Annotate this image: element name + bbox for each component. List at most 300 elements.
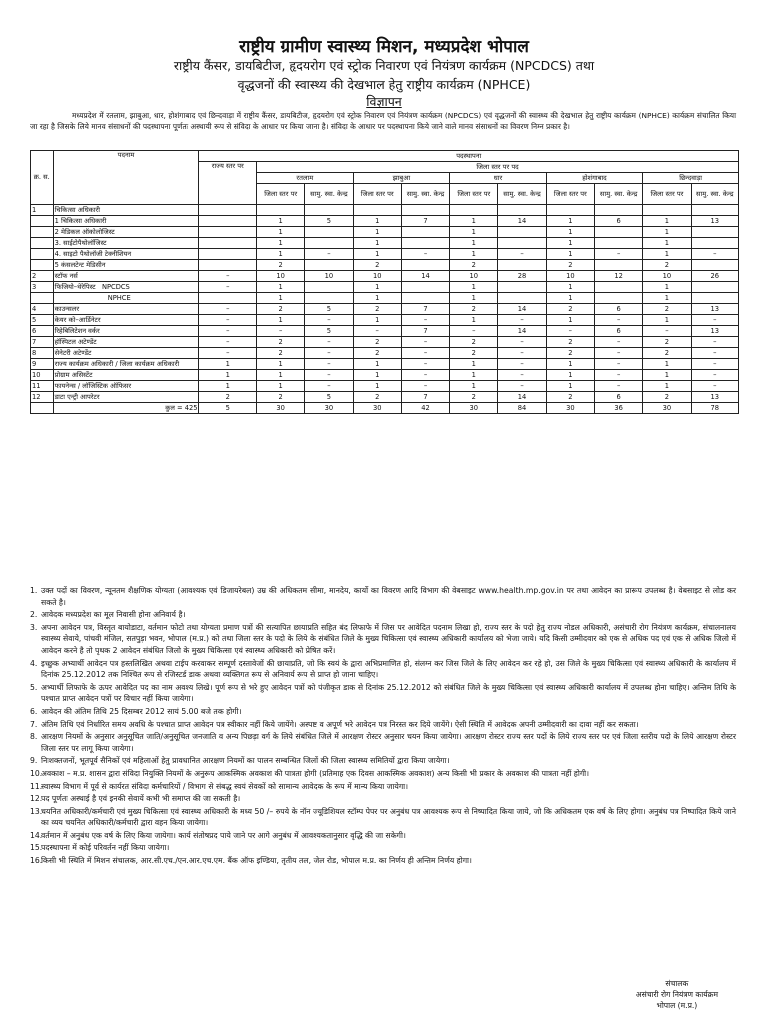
row-count-cell — [594, 227, 642, 238]
term-item — [30, 706, 736, 718]
row-count-cell: 1 — [643, 315, 691, 326]
row-count-cell: – — [594, 249, 642, 260]
table-row — [31, 370, 739, 381]
row-count-cell: 2 — [546, 392, 594, 403]
row-count-cell: 1 — [546, 249, 594, 260]
row-post-name: प्रोग्राम असिस्टेंट — [53, 370, 199, 381]
row-count-cell: 1 — [257, 238, 305, 249]
row-count-cell — [401, 293, 449, 304]
post-header: पदनाम — [53, 151, 199, 205]
row-serial — [31, 293, 54, 304]
row-count-cell — [498, 205, 546, 216]
row-serial — [31, 216, 54, 227]
row-count-cell: 1 — [257, 370, 305, 381]
table-row — [31, 205, 739, 216]
row-count-cell: – — [401, 337, 449, 348]
row-count-cell — [594, 205, 642, 216]
row-count-cell: – — [691, 337, 738, 348]
chc-subheader: सामु. स्वा. केन्द्र — [305, 184, 353, 205]
terms-list — [30, 585, 736, 868]
row-count-cell — [401, 260, 449, 271]
row-count-cell: – — [643, 326, 691, 337]
row-count-cell: 13 — [691, 326, 738, 337]
row-count-cell — [498, 238, 546, 249]
row-count-cell: 2 — [546, 304, 594, 315]
row-count-cell: – — [199, 282, 257, 293]
row-count-cell — [305, 238, 353, 249]
row-count-cell — [305, 227, 353, 238]
row-count-cell: 2 — [257, 337, 305, 348]
term-number: 12. — [30, 794, 43, 804]
row-serial — [31, 249, 54, 260]
row-count-cell: – — [546, 326, 594, 337]
row-count-cell: 7 — [401, 304, 449, 315]
row-count-cell: 1 — [546, 216, 594, 227]
row-count-cell: 1 — [643, 249, 691, 260]
row-count-cell: 10 — [546, 271, 594, 282]
chc-subheader: सामु. स्वा. केन्द्र — [594, 184, 642, 205]
row-count-cell: 6 — [594, 216, 642, 227]
row-count-cell: – — [498, 370, 546, 381]
row-count-cell: 1 — [546, 282, 594, 293]
term-item — [30, 609, 736, 621]
row-count-cell: 2 — [353, 260, 401, 271]
table-row — [31, 348, 739, 359]
term-number: 15. — [30, 843, 43, 853]
total-serial-empty — [31, 403, 54, 414]
row-count-cell — [498, 227, 546, 238]
row-count-cell — [199, 238, 257, 249]
row-count-cell: 2 — [257, 348, 305, 359]
row-count-cell: 1 — [546, 293, 594, 304]
term-item — [30, 768, 736, 780]
row-post-name: काउन्सलर — [53, 304, 199, 315]
term-text: आवेदक मध्यप्रदेश का मूल निवासी होना अनिवार्य है। — [41, 610, 186, 620]
row-count-cell: 10 — [450, 271, 498, 282]
row-post-name: केयर को–आर्डिनेटर — [53, 315, 199, 326]
district-header: धार — [450, 173, 547, 184]
row-count-cell: 1 — [450, 315, 498, 326]
term-text: पद पूर्णतः अस्थाई है एवं इनकी सेवायें कभी भी समाप्त की जा सकती है। — [41, 794, 241, 804]
row-count-cell: – — [199, 315, 257, 326]
row-count-cell: – — [594, 370, 642, 381]
term-text: आवेदन की अंतिम तिथि 25 दिसम्बर 2012 सायं 5.00 बजे तक होगी। — [41, 706, 242, 716]
row-count-cell — [199, 293, 257, 304]
total-cell: 5 — [199, 403, 257, 414]
posting-header: पदस्थापना — [199, 151, 739, 162]
term-number: 14. — [30, 830, 43, 840]
row-count-cell: 1 — [353, 370, 401, 381]
row-count-cell: – — [691, 381, 738, 392]
term-number: 5. — [30, 682, 38, 692]
table-row — [31, 227, 739, 238]
row-count-cell — [691, 260, 738, 271]
row-count-cell — [691, 282, 738, 293]
row-count-cell: 1 — [450, 370, 498, 381]
chc-subheader: सामु. स्वा. केन्द्र — [691, 184, 738, 205]
row-count-cell: 1 — [450, 282, 498, 293]
row-count-cell: 2 — [450, 392, 498, 403]
notice-label: विज्ञापन — [366, 94, 402, 109]
term-item — [30, 658, 736, 681]
term-text: स्वास्थ्य विभाग में पूर्व से कार्यरत संविदा कर्मचारियों / विभाग से संबद्ध स्वयं सेवकों को सामान्य आवेदक के रूप में मान्य किया जायेगा। — [41, 781, 409, 791]
row-count-cell — [691, 227, 738, 238]
row-count-cell — [199, 260, 257, 271]
row-count-cell — [594, 238, 642, 249]
row-count-cell: 1 — [257, 293, 305, 304]
row-count-cell: 5 — [305, 326, 353, 337]
signatory-title: संचालक — [665, 979, 689, 988]
row-count-cell: 2 — [643, 304, 691, 315]
row-count-cell: 6 — [594, 392, 642, 403]
row-count-cell: – — [401, 315, 449, 326]
intro-paragraph: मध्यप्रदेश में रतलाम, झाबुआ, धार, होशंगाबाद एवं छिन्दवाड़ा में राष्ट्रीय कैंसर, डायबिटीज, हृदयरोग एवं स्ट्रोक निवारण एवं नियंत्रण कार्यक्रम (NPCDCS) एवं वृद्धजनों की स्वास्थ्य की देखभाल हेतु राष्ट्रीय कार्यक्रम (NPHCE) कार्यक्रम संचालित किया जा रहा है जिसके लिये मानव संसाधनों की पदस्थापना पूर्णतः अस्थायी रूप से संविदा के आधार पर किया जाना है। संविदा के आधार पर पदस्थापना किये जाने वाले मानव संसाधनों का विवरण निम्न प्रकार है। — [30, 111, 736, 131]
district-level-subheader: जिला स्तर पर — [546, 184, 594, 205]
row-count-cell: – — [401, 359, 449, 370]
row-count-cell — [691, 238, 738, 249]
row-count-cell: – — [305, 381, 353, 392]
term-number: 7. — [30, 719, 38, 729]
row-count-cell: 1 — [643, 381, 691, 392]
row-count-cell: 10 — [643, 271, 691, 282]
row-count-cell: 1 — [643, 216, 691, 227]
row-serial: 12 — [31, 392, 54, 403]
row-count-cell: 14 — [498, 304, 546, 315]
row-count-cell — [498, 282, 546, 293]
row-serial — [31, 260, 54, 271]
row-count-cell: 7 — [401, 216, 449, 227]
row-post-name: 1 चिकित्सा अधिकारी — [53, 216, 199, 227]
row-count-cell — [199, 216, 257, 227]
row-count-cell: 1 — [450, 216, 498, 227]
row-count-cell: 2 — [353, 337, 401, 348]
term-item — [30, 830, 736, 842]
chc-subheader: सामु. स्वा. केन्द्र — [498, 184, 546, 205]
row-count-cell: – — [691, 249, 738, 260]
row-count-cell — [199, 249, 257, 260]
row-serial: 3 — [31, 282, 54, 293]
row-serial: 2 — [31, 271, 54, 282]
row-count-cell: 5 — [305, 392, 353, 403]
term-text: इच्छुक अभ्यार्थी आवेदन पत्र हस्तलिखित अथवा टाईप करवाकर सम्पूर्ण दस्तावेजों की छायाप्रति, जो कि स्वयं के द्वारा अभिप्रमाणित हो, संलग्न कर जिस जिले के लिए आवेदन कर रहे हो, उस जिले के मुख्य चिकित्सा एवं स्वास्थ्य अधिकारी के कार्यालय में दिनांक 25.12.2012 तक निश्चित रूप से रजिस्टर्ड डाक अथवा व्यक्तिगत रूप से अनिवार्य रूप से प्राप्त हो जाना चाहिए। — [41, 658, 736, 680]
row-count-cell: 6 — [594, 304, 642, 315]
signature-block — [636, 978, 718, 1011]
row-count-cell: 13 — [691, 392, 738, 403]
row-post-name: स्टॉफ नर्स — [53, 271, 199, 282]
row-count-cell: 1 — [450, 359, 498, 370]
row-count-cell — [594, 293, 642, 304]
row-count-cell: 14 — [498, 216, 546, 227]
row-serial: 6 — [31, 326, 54, 337]
row-count-cell — [257, 205, 305, 216]
signatory-office: असंचारी रोग नियंत्रण कार्यक्रम — [635, 990, 718, 999]
state-level-header: राज्य स्तर पर — [199, 162, 257, 205]
row-count-cell: 1 — [643, 238, 691, 249]
row-count-cell: – — [305, 359, 353, 370]
row-count-cell: 1 — [546, 381, 594, 392]
row-count-cell: 1 — [353, 381, 401, 392]
term-text: अभ्यार्थी लिफाफे के ऊपर आवेदित पद का नाम अवश्य लिखे। पूर्ण रूप से भरे हुए आवेदन पत्रों को पंजीकृत डाक से दिनांक 25.12.2012 को संबंधित जिले के मुख्य चिकित्सा एवं स्वास्थ्य अधिकारी कार्यालय में उपलब्ध होना चाहिए। अन्तिम तिथि के पश्चात प्राप्त आवेदन पत्रों पर विचार नहीं किया जायेगा। — [41, 682, 736, 704]
row-count-cell: – — [594, 315, 642, 326]
term-item — [30, 755, 736, 767]
term-number: 8. — [30, 732, 38, 742]
row-count-cell: 1 — [546, 359, 594, 370]
row-count-cell: 1 — [353, 359, 401, 370]
term-number: 16. — [30, 856, 43, 866]
row-count-cell: 1 — [643, 282, 691, 293]
row-count-cell — [305, 293, 353, 304]
row-count-cell — [691, 205, 738, 216]
row-count-cell: 1 — [353, 293, 401, 304]
chc-subheader: सामु. स्वा. केन्द्र — [401, 184, 449, 205]
total-cell: 30 — [546, 403, 594, 414]
row-count-cell: 1 — [257, 227, 305, 238]
row-count-cell: 1 — [257, 249, 305, 260]
row-count-cell — [450, 205, 498, 216]
term-number: 2. — [30, 610, 38, 620]
district-header: रतलाम — [257, 173, 354, 184]
row-count-cell: 1 — [450, 227, 498, 238]
row-count-cell: 10 — [353, 271, 401, 282]
row-count-cell: 2 — [643, 260, 691, 271]
row-count-cell: 1 — [450, 293, 498, 304]
row-count-cell: – — [305, 337, 353, 348]
row-count-cell: 1 — [353, 216, 401, 227]
term-item — [30, 622, 736, 657]
row-count-cell: 1 — [546, 315, 594, 326]
row-count-cell: – — [401, 249, 449, 260]
row-count-cell: 14 — [498, 326, 546, 337]
district-level-subheader: जिला स्तर पर — [450, 184, 498, 205]
signatory-location: भोपाल (म.प्र.) — [656, 1001, 698, 1010]
row-serial: 4 — [31, 304, 54, 315]
term-text: निःशक्तजनों, भूतपूर्व सैनिकों एवं महिलाओं हेतु प्रावधानित आरक्षण नियमों का पालन सम्बन्धित जिलों की जिला स्वास्थ्य समितियों द्वारा किया जायेगा। — [41, 756, 450, 766]
table-row — [31, 381, 739, 392]
row-count-cell: – — [691, 315, 738, 326]
row-serial: 10 — [31, 370, 54, 381]
term-item — [30, 731, 736, 754]
row-count-cell: – — [594, 359, 642, 370]
row-count-cell: 2 — [257, 260, 305, 271]
term-text: अंतिम तिथि एवं निर्धारित समय अवधि के पश्चात प्राप्त आवेदन पत्र स्वीकार नहीं किये जायेंगे। अस्पष्ट व अपूर्ण भरे आवेदन पत्र निरस्त कर दिये जायेंगे। ऐसी स्थिति में आवेदक अपनी उम्मीदवारी का दावा नहीं कर सकता। — [41, 719, 639, 729]
term-item — [30, 719, 736, 731]
row-count-cell: – — [594, 348, 642, 359]
row-count-cell: 1 — [353, 282, 401, 293]
row-count-cell: – — [401, 348, 449, 359]
total-cell: 30 — [257, 403, 305, 414]
total-label: कुल = 425 — [53, 403, 199, 414]
table-row — [31, 271, 739, 282]
row-count-cell — [305, 260, 353, 271]
row-count-cell: 13 — [691, 216, 738, 227]
row-count-cell: 2 — [450, 348, 498, 359]
term-text: आरक्षण नियमों के अनुसार अनुसूचित जाति/अनुसूचित जनजाति व अन्य पिछड़ा वर्ग के लिये संबंधित जिले में आरक्षण रोस्टर अनुसार चयन किया जायेगा। आरक्षण रोस्टर राज्य स्तर पदों के लिये राज्य स्तर पर एवं जिला स्तरीय पदो के लिये आरक्षण रोस्टर जिला स्तर पर लागू किया जायेगा। — [41, 732, 736, 753]
table-row — [31, 392, 739, 403]
row-count-cell: – — [594, 337, 642, 348]
row-count-cell: 1 — [643, 293, 691, 304]
row-count-cell: – — [257, 326, 305, 337]
row-count-cell: 6 — [594, 326, 642, 337]
total-cell: 84 — [498, 403, 546, 414]
term-number: 6. — [30, 706, 38, 716]
row-count-cell: – — [498, 381, 546, 392]
row-count-cell: 7 — [401, 392, 449, 403]
row-post-name: चिकित्सा अधिकारी — [53, 205, 199, 216]
term-number: 10. — [30, 768, 43, 778]
table-row — [31, 337, 739, 348]
row-count-cell: 26 — [691, 271, 738, 282]
district-header: होशंगाबाद — [546, 173, 643, 184]
serial-header: क्र. स. — [31, 151, 54, 205]
row-count-cell: 2 — [546, 260, 594, 271]
row-post-name: डाटा एन्ट्री आपरेटर — [53, 392, 199, 403]
row-post-name: NPHCE — [53, 293, 199, 304]
row-count-cell: 12 — [594, 271, 642, 282]
row-count-cell: 1 — [643, 370, 691, 381]
row-count-cell: 2 — [643, 392, 691, 403]
district-level-subheader: जिला स्तर पर — [353, 184, 401, 205]
row-count-cell: 28 — [498, 271, 546, 282]
row-serial: 5 — [31, 315, 54, 326]
row-count-cell: 1 — [257, 216, 305, 227]
row-count-cell: 1 — [450, 238, 498, 249]
term-item — [30, 682, 736, 705]
term-text: अवकाश – म.प्र. शासन द्वारा संविदा नियुक्ति नियमों के अनुरूप आकस्मिक अवकाश की पात्रता होगी (प्रतिमाह एक दिवस आकस्मिक अवकाश) अन्य किसी भी प्रकार के अवकाश की पात्रता नहीं होगी। — [41, 768, 590, 778]
row-count-cell — [594, 282, 642, 293]
program-subtitle-line1: राष्ट्रीय कैंसर, डायबिटीज, हृदयरोग एवं स्ट्रोक निवारण एवं नियंत्रण कार्यक्रम (NPCDCS) तथा — [173, 58, 595, 73]
row-count-cell: 1 — [546, 227, 594, 238]
row-count-cell: 5 — [305, 304, 353, 315]
row-serial: 1 — [31, 205, 54, 216]
term-item — [30, 793, 736, 805]
row-count-cell: 1 — [257, 359, 305, 370]
total-cell: 30 — [305, 403, 353, 414]
row-serial: 9 — [31, 359, 54, 370]
row-post-name: फायनेन्स / लॉजिस्टिक ऑफिसर — [53, 381, 199, 392]
row-post-name: फिजियो–थेरेपिस्ट NPCDCS — [53, 282, 199, 293]
term-item — [30, 806, 736, 829]
row-count-cell: – — [594, 381, 642, 392]
term-text: किसी भी स्थिति में मिशन संचालक, आर.सी.एच./एन.आर.एच.एम. बैंक ऑफ इण्डिया, तृतीय तल, जेल रोड, भोपाल म.प्र. का निर्णय ही अन्तिम निर्णय होगा। — [41, 856, 472, 866]
row-count-cell — [199, 227, 257, 238]
row-count-cell: – — [305, 348, 353, 359]
row-count-cell: 1 — [353, 238, 401, 249]
term-number: 1. — [30, 586, 38, 595]
row-count-cell: – — [691, 348, 738, 359]
total-row — [31, 403, 739, 414]
district-header: झाबुआ — [353, 173, 450, 184]
row-count-cell: – — [199, 348, 257, 359]
row-count-cell — [199, 205, 257, 216]
row-count-cell: 1 — [199, 370, 257, 381]
total-cell: 78 — [691, 403, 738, 414]
row-count-cell — [691, 293, 738, 304]
row-count-cell: 7 — [401, 326, 449, 337]
term-item — [30, 585, 736, 608]
row-count-cell: 1 — [353, 315, 401, 326]
total-cell: 42 — [401, 403, 449, 414]
row-count-cell: – — [305, 315, 353, 326]
row-count-cell — [305, 282, 353, 293]
row-count-cell: 1 — [546, 238, 594, 249]
total-cell: 30 — [353, 403, 401, 414]
term-item — [30, 842, 736, 854]
row-serial: 7 — [31, 337, 54, 348]
row-count-cell: – — [401, 381, 449, 392]
row-count-cell — [401, 282, 449, 293]
total-cell: 36 — [594, 403, 642, 414]
row-count-cell: – — [199, 271, 257, 282]
district-header: छिन्दवाड़ा — [643, 173, 739, 184]
row-count-cell: – — [498, 337, 546, 348]
row-count-cell: 5 — [305, 216, 353, 227]
row-count-cell: 1 — [257, 381, 305, 392]
row-count-cell: 13 — [691, 304, 738, 315]
table-row — [31, 293, 739, 304]
total-cell: 30 — [450, 403, 498, 414]
row-count-cell: 1 — [450, 381, 498, 392]
row-count-cell: 2 — [450, 304, 498, 315]
row-count-cell: 2 — [199, 392, 257, 403]
row-post-name: 3. साईटोपैथोलॉजिस्ट — [53, 238, 199, 249]
program-subtitle-line2: वृद्धजनों की स्वास्थ्य की देखभाल हेतु राष्ट्रीय कार्यक्रम (NPHCE) — [237, 77, 531, 92]
term-number: 9. — [30, 756, 38, 766]
district-level-subheader: जिला स्तर पर — [257, 184, 305, 205]
row-count-cell: 1 — [643, 227, 691, 238]
row-count-cell: 2 — [353, 304, 401, 315]
row-count-cell: – — [401, 370, 449, 381]
row-count-cell: 1 — [257, 282, 305, 293]
row-count-cell: 2 — [257, 392, 305, 403]
table-row — [31, 326, 739, 337]
row-count-cell: 2 — [450, 260, 498, 271]
term-number: 11. — [30, 781, 43, 791]
table-row — [31, 260, 739, 271]
term-number: 4. — [30, 658, 38, 668]
row-serial: 11 — [31, 381, 54, 392]
row-serial — [31, 238, 54, 249]
term-item — [30, 855, 736, 867]
row-count-cell: 1 — [450, 249, 498, 260]
row-post-name: हॉस्पिटल अटेण्डेंट — [53, 337, 199, 348]
row-count-cell: 1 — [199, 359, 257, 370]
row-count-cell — [546, 205, 594, 216]
row-post-name: 5 कंसलटेन्ट मेडिसीन — [53, 260, 199, 271]
row-count-cell: 2 — [546, 337, 594, 348]
row-count-cell: 2 — [353, 348, 401, 359]
term-text: उक्त पदों का विवरण, न्यूनतम शैक्षणिक योग्यता (आवश्यक एवं डिजायरेबल) उम्र की अधिकतम सीमा, मानदेय, कार्यो का विवरण आदि विभाग की वेबसाइट www.health.mp.gov.in पर तथा आवेदन का प्रारूप उपलब्ध है। वेबसाइट से लोड कर सकते है। — [41, 586, 736, 607]
table-row — [31, 359, 739, 370]
row-count-cell: – — [199, 304, 257, 315]
row-post-name: राज्य कार्यक्रम अधिकारी / जिला कार्यक्रम अधिकारी — [53, 359, 199, 370]
row-count-cell — [401, 238, 449, 249]
term-item — [30, 781, 736, 793]
row-post-name: 4. साइटो पैथोलॉजी टेक्नीशियन — [53, 249, 199, 260]
row-count-cell: 2 — [257, 304, 305, 315]
table-row — [31, 304, 739, 315]
row-count-cell: 2 — [643, 348, 691, 359]
row-count-cell: – — [305, 249, 353, 260]
row-serial: 8 — [31, 348, 54, 359]
row-count-cell: – — [691, 359, 738, 370]
district-level-subheader: जिला स्तर पर — [643, 184, 691, 205]
row-count-cell: 1 — [546, 370, 594, 381]
row-count-cell: – — [199, 326, 257, 337]
posts-table — [30, 150, 739, 414]
table-row — [31, 238, 739, 249]
page-title: राष्ट्रीय ग्रामीण स्वास्थ्य मिशन, मध्यप्रदेश भोपाल — [239, 37, 529, 57]
row-count-cell: – — [353, 326, 401, 337]
